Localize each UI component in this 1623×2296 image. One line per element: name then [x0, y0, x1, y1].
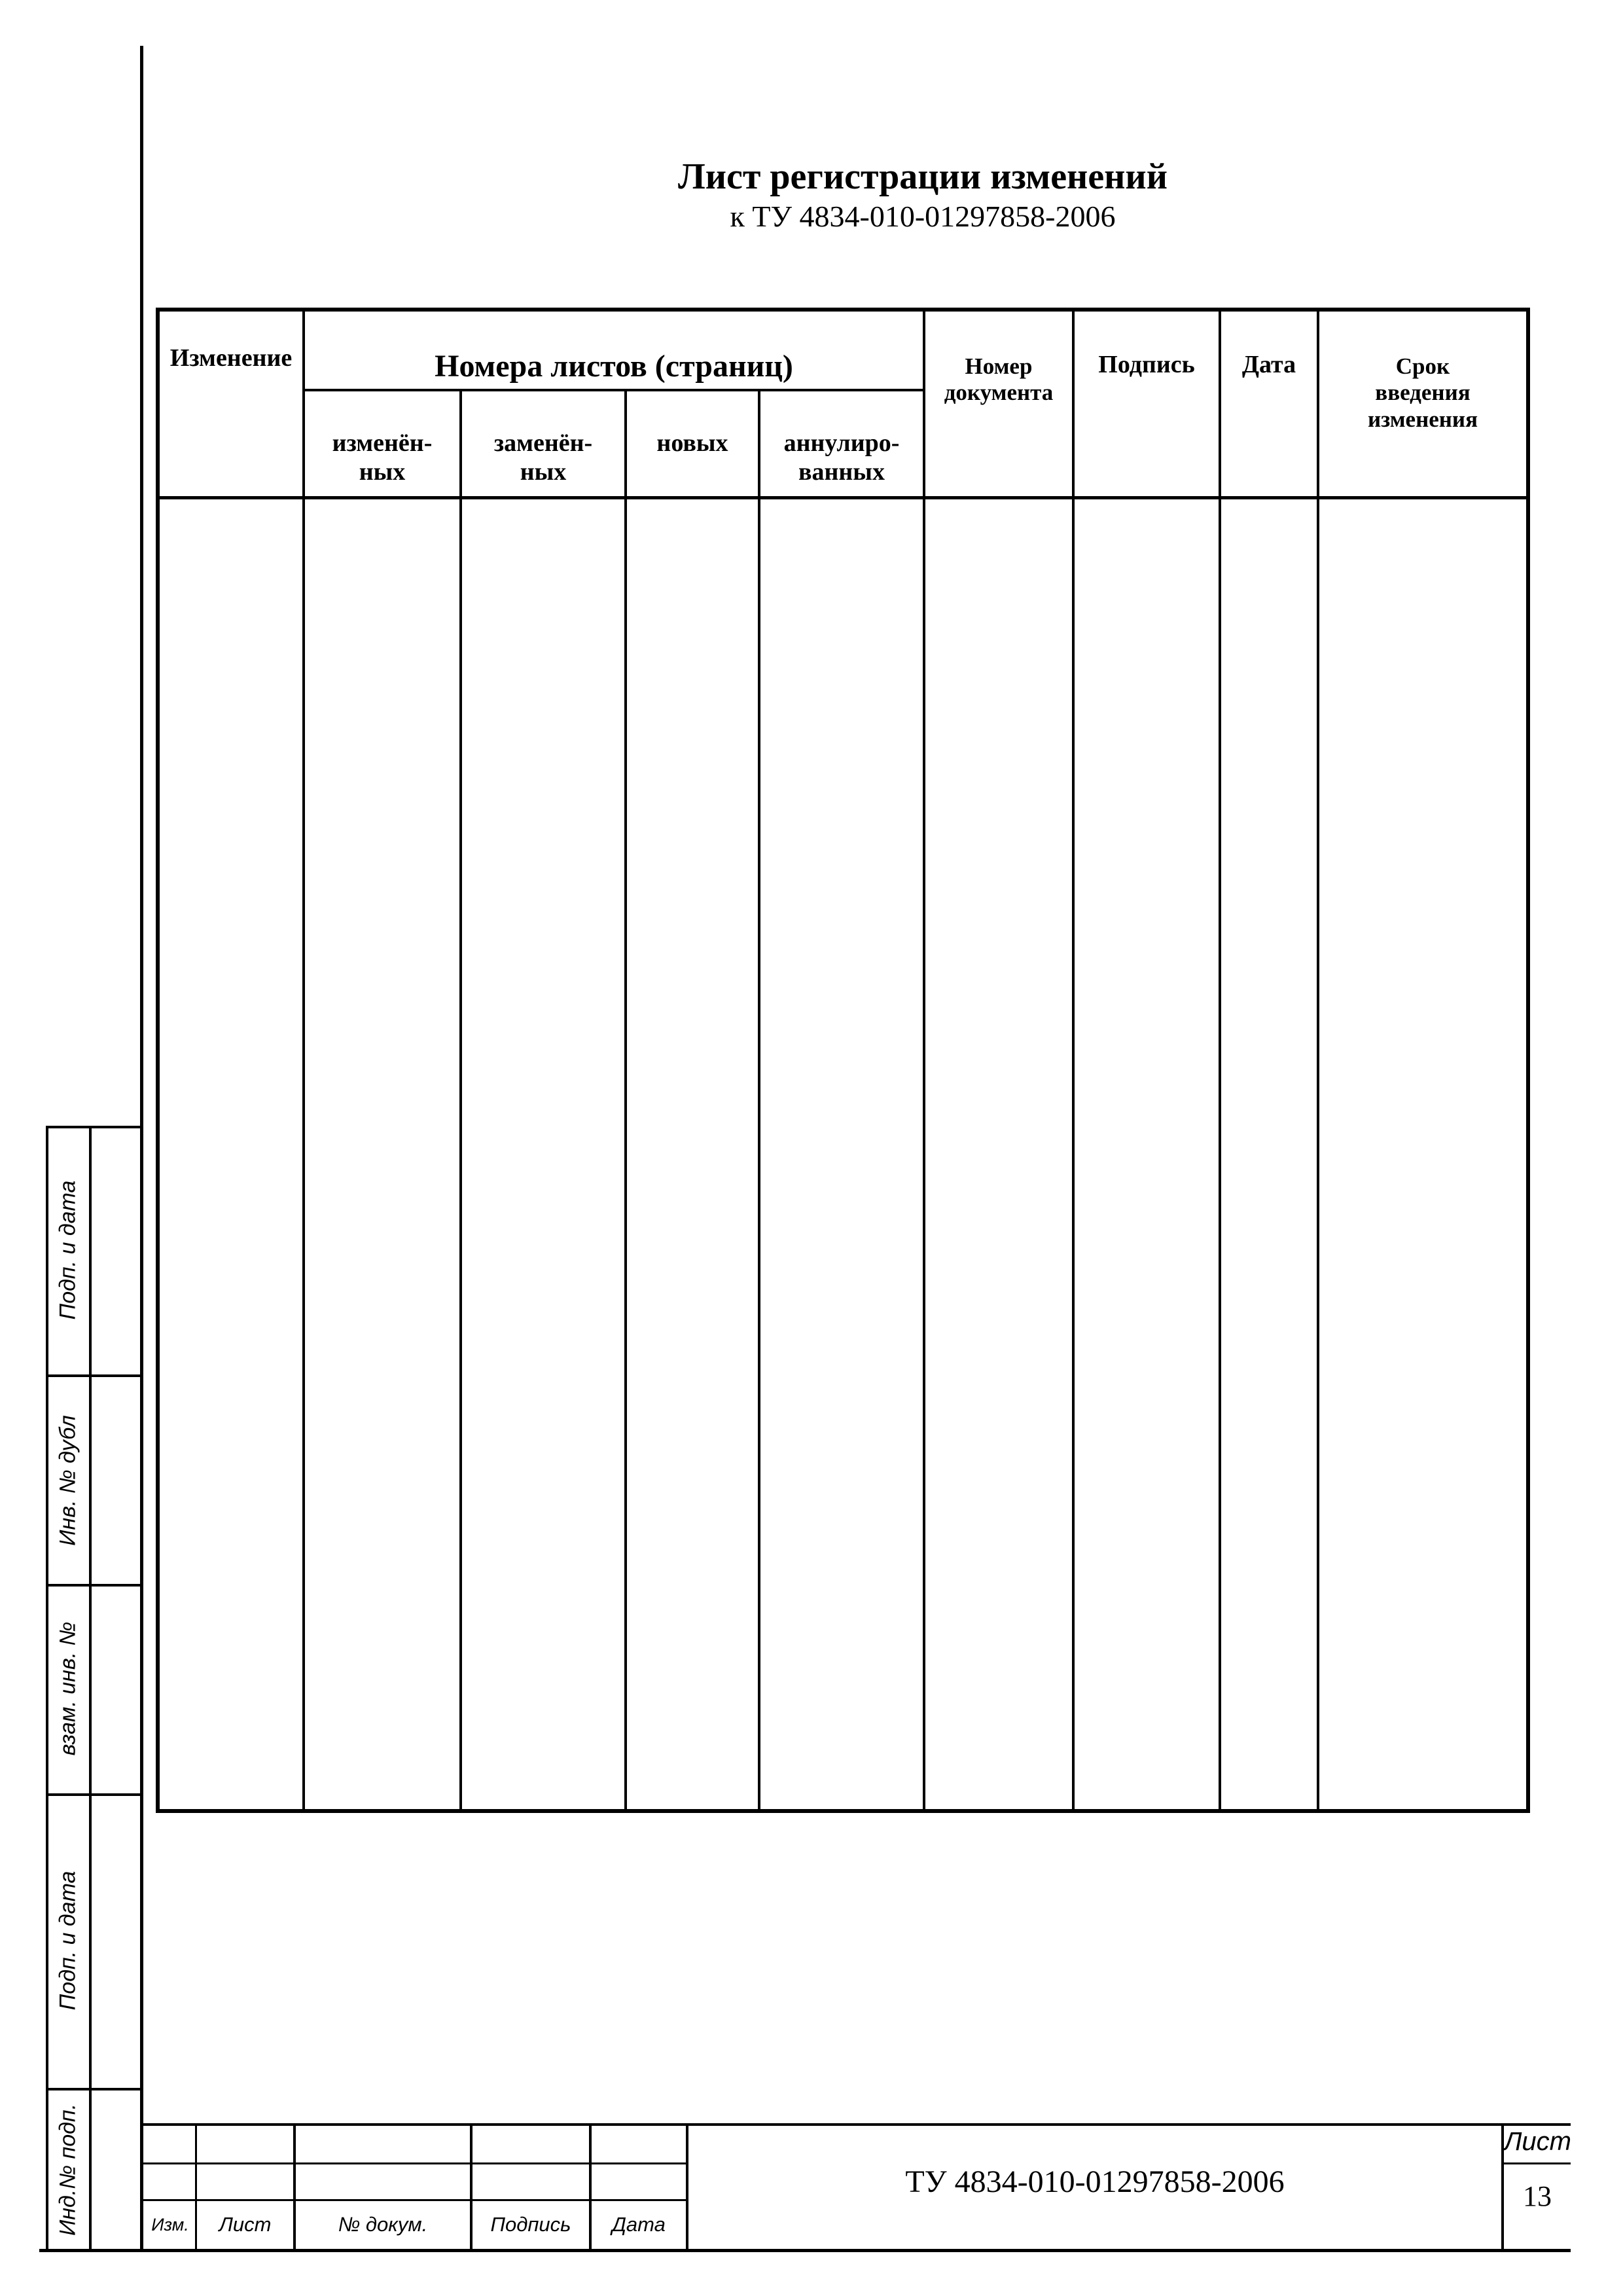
tb-label-change: Изм. [151, 2215, 189, 2234]
document-page: Лист регистрации изменений к ТУ 4834-010-01297858-2006 Изменение Номера листов (страниц) изменён- ных заменён- ных новых аннулиро- ванных Номер документа Подпись Дата Срок введения изменения Подп. и дата Инв. № дубл взам. инв. № Подп. и дата Инд.№ подп. Изм. Лист № докум. Подпись Дата ТУ 4834-010-01297858-2006 Лист 13 [0, 0, 1623, 2296]
frame-left-border [140, 46, 143, 2251]
header-change: Изменение [169, 344, 293, 372]
tb-document-code: ТУ 4834-010-01297858-2006 [905, 2164, 1285, 2199]
header-doc-number: Номер документа [944, 353, 1054, 406]
header-signature: Подпись [1098, 351, 1195, 378]
header-term: Срок введения изменения [1367, 353, 1478, 432]
page-subtitle: к ТУ 4834-010-01297858-2006 [730, 200, 1116, 233]
tb-label-sheet: Лист [219, 2213, 272, 2236]
page-title: Лист регистрации изменений [678, 156, 1168, 197]
frame-bottom-border [39, 2249, 1571, 2252]
subheader-replaced: заменён- ных [493, 429, 593, 486]
subheader-annulled: аннулиро- ванных [783, 429, 900, 486]
tb-label-date: Дата [612, 2213, 666, 2236]
header-sheet-numbers: Номера листов (страниц) [435, 349, 793, 384]
tb-label-doc-number: № докум. [338, 2213, 428, 2236]
tb-label-signature: Подпись [490, 2213, 571, 2236]
subheader-new: новых [656, 429, 728, 457]
header-date: Дата [1241, 351, 1296, 378]
subheader-changed: изменён- ных [332, 429, 433, 486]
tb-sheet-label: Лист [1504, 2127, 1571, 2156]
tb-sheet-number: 13 [1523, 2180, 1552, 2212]
